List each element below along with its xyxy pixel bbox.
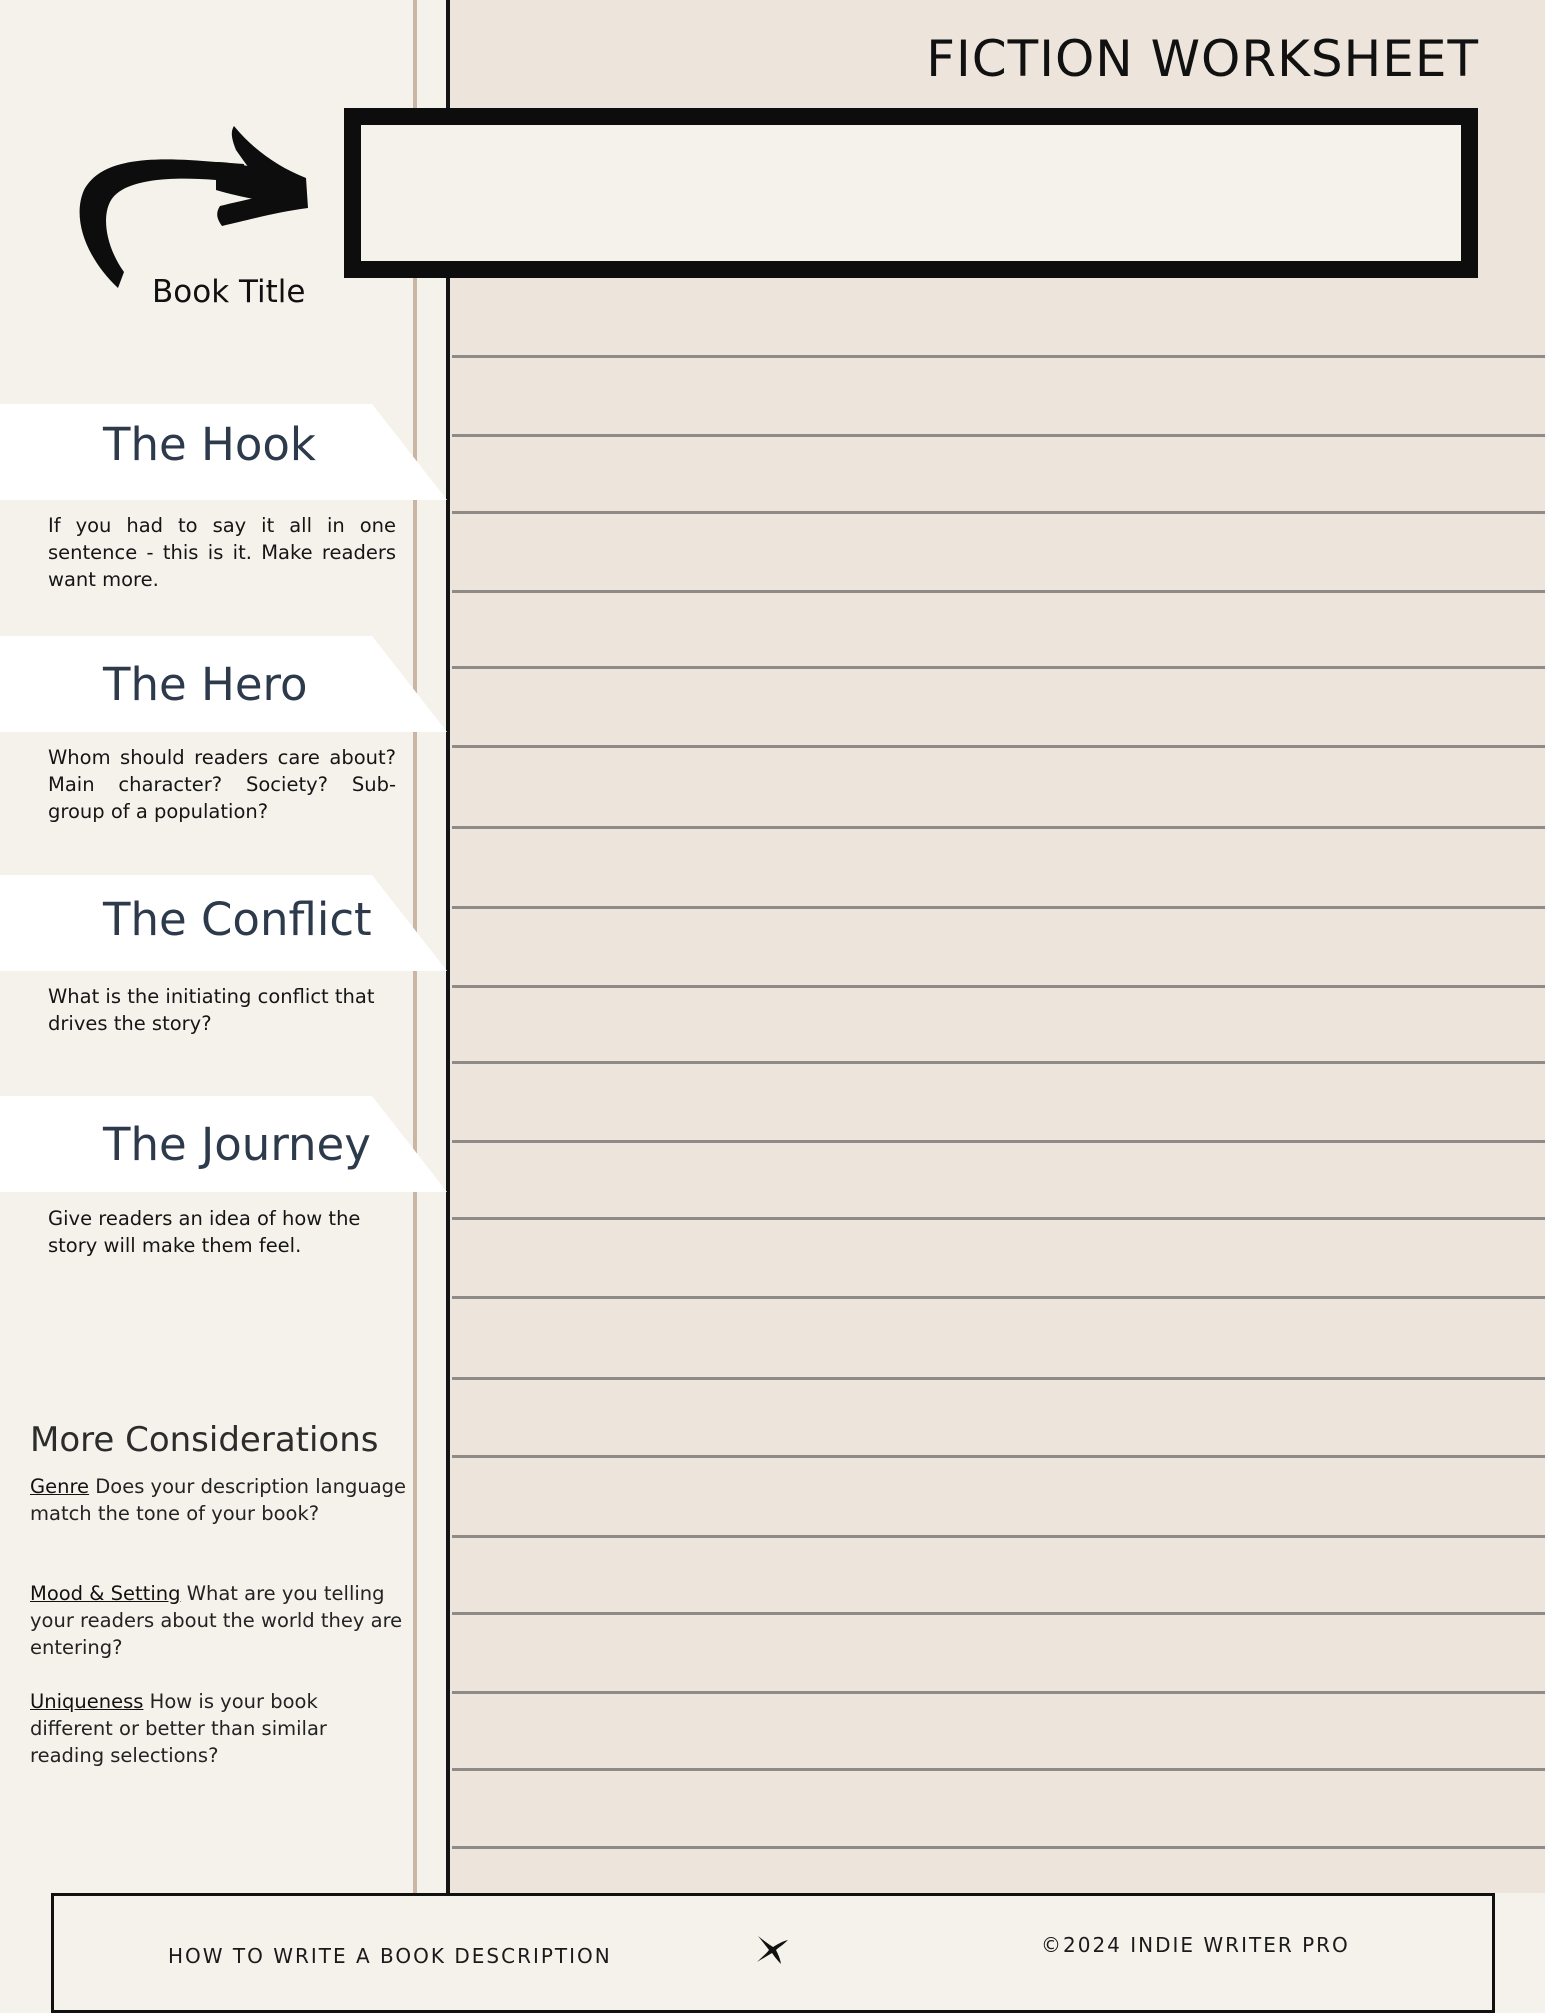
- section-heading-hook: The Hook: [103, 418, 316, 471]
- ruled-line: [452, 826, 1545, 829]
- ruled-line: [452, 1296, 1545, 1299]
- book-title-label: Book Title: [152, 274, 306, 310]
- ruled-line: [452, 1217, 1545, 1220]
- consideration-uniqueness: [30, 1688, 360, 1769]
- ruled-line: [452, 355, 1545, 358]
- curved-arrow-icon: [66, 120, 316, 300]
- consideration-mood-setting: [30, 1580, 408, 1661]
- ruled-line: [452, 511, 1545, 514]
- ruled-line: [452, 745, 1545, 748]
- section-description-hook: If you had to say it all in one sentence - this is it. Make readers want more.: [48, 514, 396, 591]
- section-description-journey: Give readers an idea of how the story will make them feel.: [48, 1207, 361, 1257]
- consideration-term: Genre: [30, 1475, 90, 1498]
- four-point-star-icon: [756, 1932, 790, 1966]
- ruled-line: [452, 1846, 1545, 1849]
- ruled-line: [452, 1377, 1545, 1380]
- section-heading-hero: The Hero: [103, 658, 308, 711]
- section-heading-journey: The Journey: [103, 1118, 371, 1171]
- footer-series-title: HOW TO WRITE A BOOK DESCRIPTION: [168, 1944, 612, 1968]
- ruled-line: [452, 1768, 1545, 1771]
- ruled-line: [452, 985, 1545, 988]
- consideration-text: How is your book different or better than similar reading selections?: [30, 1690, 327, 1767]
- ruled-line: [452, 666, 1545, 669]
- consideration-term: Uniqueness: [30, 1690, 144, 1713]
- footer: [51, 1893, 1495, 2013]
- footer-copyright: ©2024 INDIE WRITER PRO: [1041, 1933, 1350, 1957]
- consideration-term: Mood & Setting: [30, 1582, 181, 1605]
- ruled-line: [452, 590, 1545, 593]
- writing-panel: [449, 0, 1545, 1893]
- more-considerations-heading: More Considerations: [30, 1420, 379, 1460]
- section-description-hero: Whom should readers care about? Main character? Society? Sub-group of a population?: [48, 746, 396, 823]
- divider-black: [446, 0, 450, 1893]
- ruled-line: [452, 434, 1545, 437]
- ruled-line: [452, 1140, 1545, 1143]
- ruled-line: [452, 906, 1545, 909]
- consideration-genre: [30, 1473, 408, 1527]
- ruled-line: [452, 1455, 1545, 1458]
- section-heading-conflict: The Conflict: [103, 893, 372, 946]
- consideration-text: Does your description language match the tone of your book?: [30, 1475, 407, 1525]
- consideration-text: What are you telling your readers about the world they are entering?: [30, 1582, 403, 1659]
- section-description-conflict: What is the initiating conflict that drives the story?: [48, 985, 375, 1035]
- book-title-field[interactable]: [344, 108, 1478, 278]
- ruled-line: [452, 1691, 1545, 1694]
- ruled-line: [452, 1535, 1545, 1538]
- ruled-line: [452, 1612, 1545, 1615]
- page-title: FICTION WORKSHEET: [926, 30, 1479, 88]
- ruled-line: [452, 1061, 1545, 1064]
